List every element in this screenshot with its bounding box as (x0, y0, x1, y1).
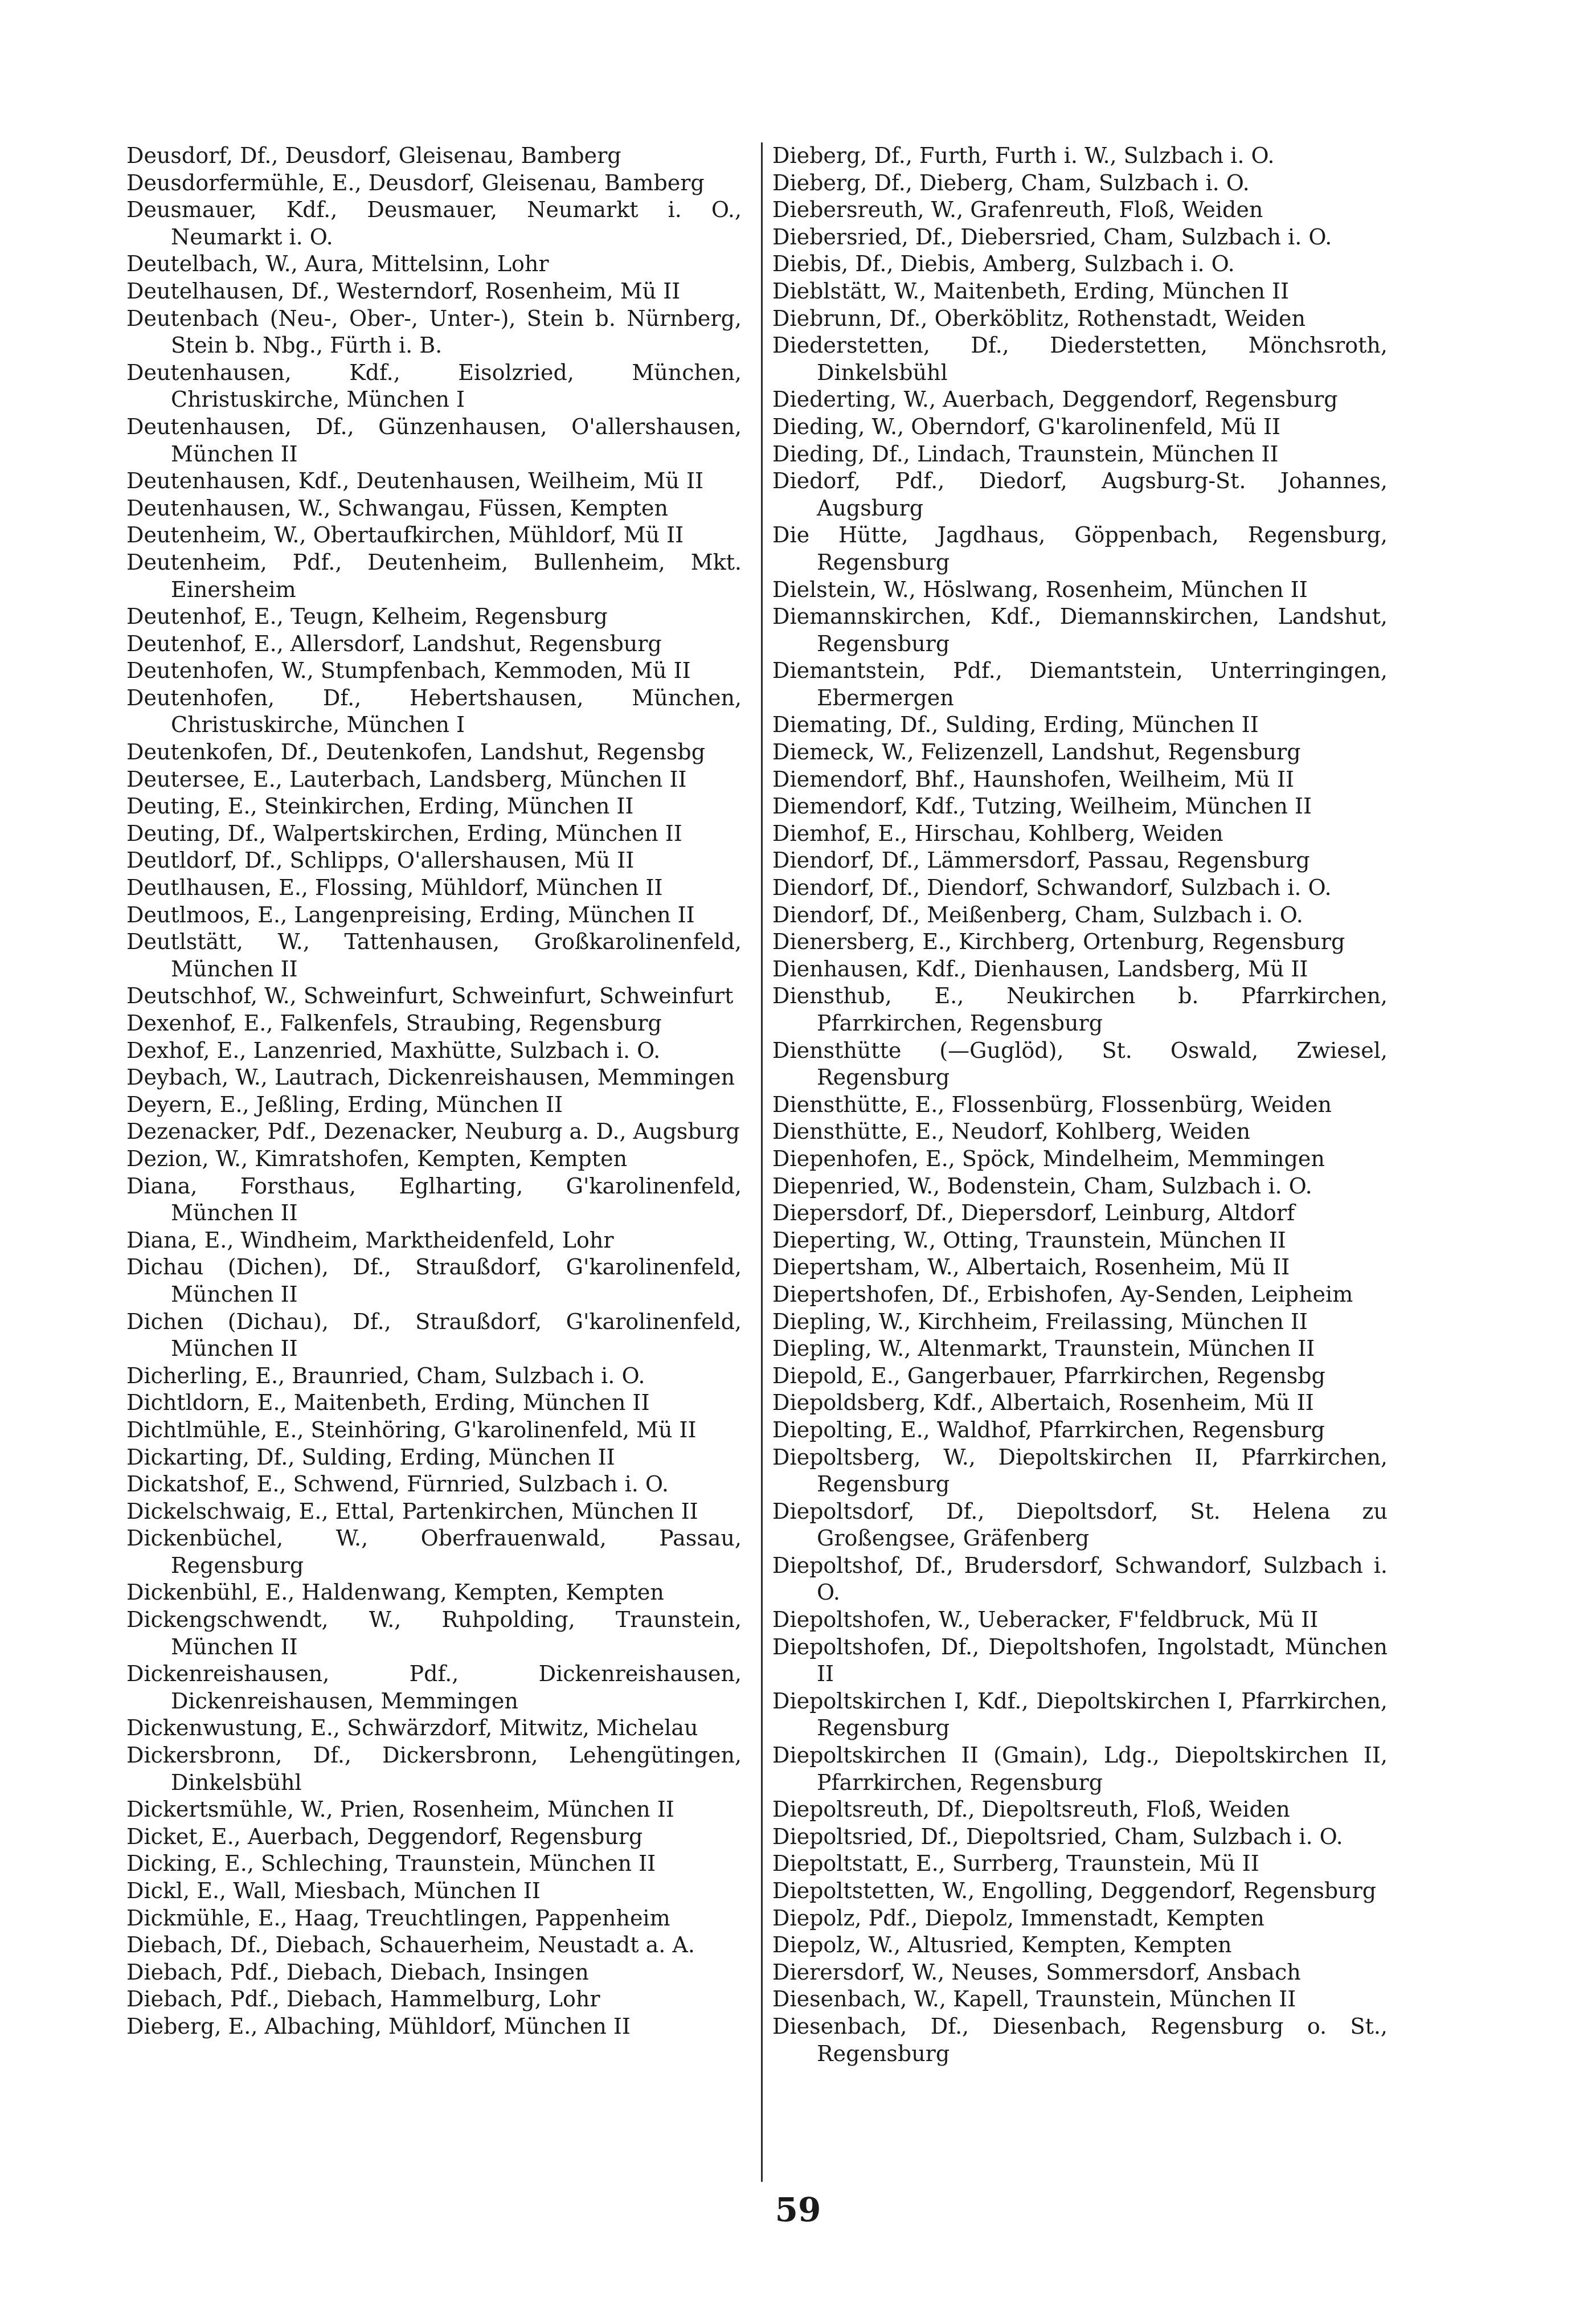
directory-entry: Diederstetten, Df., Diederstetten, Mönchsroth, Dinkelsbühl (772, 333, 1388, 385)
directory-entry: Dieberg, E., Albaching, Mühldorf, München II (126, 2013, 631, 2039)
directory-entry: Diesenbach, Df., Diesenbach, Regensburg o. St., Regensburg (772, 2013, 1388, 2066)
directory-entry: Dieding, W., Oberndorf, G'karolinenfeld, Mü II (772, 414, 1280, 439)
directory-entry: Dieding, Df., Lindach, Traunstein, München II (772, 441, 1279, 467)
directory-entry: Diensthub, E., Neukirchen b. Pfarrkirchen, Pfarrkirchen, Regensburg (772, 983, 1388, 1036)
directory-entry: Deutenhof, E., Teugn, Kelheim, Regensburg (126, 604, 608, 629)
directory-entry: Dickl, E., Wall, Miesbach, München II (126, 1878, 541, 1903)
directory-entry: Diemannskirchen, Kdf., Diemannskirchen, Landshut, Regensburg (772, 604, 1388, 656)
directory-entry: Diepolting, E., Waldhof, Pfarrkirchen, Regensburg (772, 1417, 1325, 1442)
directory-entry: Diensthütte, E., Flossenbürg, Flossenbürg, Weiden (772, 1091, 1332, 1117)
directory-entry: Deutenhausen, Kdf., Eisolzried, München, Christuskirche, München I (126, 359, 742, 412)
directory-entry: Diederting, W., Auerbach, Deggendorf, Regensburg (772, 387, 1338, 412)
directory-entry: Deutenhausen, Kdf., Deutenhausen, Weilheim, Mü II (126, 468, 703, 494)
directory-entry: Diebach, Pdf., Diebach, Hammelburg, Lohr (126, 1986, 600, 2012)
directory-entry: Dickarting, Df., Sulding, Erding, München II (126, 1444, 615, 1470)
directory-entry: Diepoltsried, Df., Diepoltsried, Cham, Sulzbach i. O. (772, 1824, 1343, 1849)
directory-entry: Diedorf, Pdf., Diedorf, Augsburg-St. Johannes, Augsburg (772, 468, 1388, 521)
directory-entry: Dickenwustung, E., Schwärzdorf, Mitwitz, Michelau (126, 1715, 698, 1741)
directory-entry: Dexenhof, E., Falkenfels, Straubing, Regensburg (126, 1011, 662, 1036)
directory-entry: Dickelschwaig, E., Ettal, Partenkirchen, München II (126, 1498, 698, 1524)
directory-entry: Diepoltstatt, E., Surrberg, Traunstein, Mü II (772, 1851, 1259, 1876)
directory-entry: Diepold, E., Gangerbauer, Pfarrkirchen, Regensbg (772, 1363, 1325, 1388)
directory-entry: Deutlhausen, E., Flossing, Mühldorf, München II (126, 875, 663, 901)
directory-entry: Dickertsmühle, W., Prien, Rosenheim, München II (126, 1797, 674, 1822)
directory-entry: Diensthütte, E., Neudorf, Kohlberg, Weiden (772, 1119, 1251, 1144)
right-column (772, 142, 1388, 2067)
directory-entry: Diepertsham, W., Albertaich, Rosenheim, Mü II (772, 1254, 1290, 1280)
directory-entry: Diepenhofen, E., Spöck, Mindelheim, Memmingen (772, 1146, 1325, 1171)
directory-entry: Dexhof, E., Lanzenried, Maxhütte, Sulzbach i. O. (126, 1037, 661, 1063)
directory-entry: Die Hütte, Jagdhaus, Göppenbach, Regensburg, Regensburg (772, 522, 1388, 575)
directory-entry: Deyern, E., Jeßling, Erding, München II (126, 1091, 563, 1117)
directory-entry: Diepoltskirchen I, Kdf., Diepoltskirchen I, Pfarrkirchen, Regensburg (772, 1688, 1388, 1741)
directory-entry: Dichtlmühle, E., Steinhöring, G'karolinenfeld, Mü II (126, 1417, 697, 1442)
directory-entry: Dierersdorf, W., Neuses, Sommersdorf, Ansbach (772, 1959, 1301, 1985)
directory-entry: Diensthütte (—Guglöd), St. Oswald, Zwiesel, Regensburg (772, 1037, 1388, 1090)
directory-entry: Diepertshofen, Df., Erbishofen, Ay-Senden, Leipheim (772, 1281, 1353, 1307)
directory-entry: Diemhof, E., Hirschau, Kohlberg, Weiden (772, 820, 1223, 846)
directory-entry: Diana, E., Windheim, Marktheidenfeld, Lohr (126, 1227, 614, 1253)
directory-entry: Deutschhof, W., Schweinfurt, Schweinfurt, Schweinfurt (126, 983, 734, 1009)
directory-entry: Diebrunn, Df., Oberköblitz, Rothenstadt, Weiden (772, 305, 1306, 331)
directory-entry: Deusmauer, Kdf., Deusmauer, Neumarkt i. O., Neumarkt i. O. (126, 197, 742, 250)
directory-entry: Dicherling, E., Braunried, Cham, Sulzbach i. O. (126, 1363, 645, 1388)
directory-entry: Deutldorf, Df., Schlipps, O'allershausen, Mü II (126, 848, 635, 873)
directory-entry: Dichau (Dichen), Df., Straußdorf, G'karolinenfeld, München II (126, 1254, 742, 1307)
directory-entry: Dickatshof, E., Schwend, Fürnried, Sulzbach i. O. (126, 1471, 669, 1497)
page-number: 59 (775, 2190, 821, 2229)
directory-entry: Diepoltshof, Df., Brudersdorf, Schwandorf, Sulzbach i. O. (772, 1552, 1388, 1605)
directory-entry: Diebersreuth, W., Grafenreuth, Floß, Weiden (772, 197, 1263, 223)
directory-entry: Diebach, Df., Diebach, Schauerheim, Neustadt a. A. (126, 1932, 695, 1958)
directory-entry: Deutlstätt, W., Tattenhausen, Großkarolinenfeld, München II (126, 929, 742, 982)
directory-entry: Diemating, Df., Sulding, Erding, München II (772, 712, 1259, 738)
directory-entry: Deybach, W., Lautrach, Dickenreishausen, Memmingen (126, 1065, 735, 1090)
directory-entry: Deutenbach (Neu-, Ober-, Unter-), Stein b. Nürnberg, Stein b. Nbg., Fürth i. B. (126, 305, 742, 358)
directory-entry: Diemendorf, Kdf., Tutzing, Weilheim, München II (772, 794, 1312, 819)
directory-entry: Dickenreishausen, Pdf., Dickenreishausen, Dickenreishausen, Memmingen (126, 1661, 742, 1714)
directory-entry: Deutelbach, W., Aura, Mittelsinn, Lohr (126, 251, 549, 277)
directory-entry: Diepoltsdorf, Df., Diepoltsdorf, St. Helena zu Großengsee, Gräfenberg (772, 1498, 1388, 1551)
directory-entry: Diepoltstetten, W., Engolling, Deggendorf, Regensburg (772, 1878, 1377, 1903)
directory-entry: Dezenacker, Pdf., Dezenacker, Neuburg a. D., Augsburg (126, 1119, 740, 1144)
directory-entry: Diendorf, Df., Diendorf, Schwandorf, Sulzbach i. O. (772, 875, 1332, 901)
left-column (126, 142, 742, 2041)
directory-entry: Diepersdorf, Df., Diepersdorf, Leinburg, Altdorf (772, 1200, 1295, 1226)
directory-entry: Deusdorfermühle, E., Deusdorf, Gleisenau, Bamberg (126, 170, 705, 195)
directory-entry: Diemeck, W., Felizenzell, Landshut, Regensburg (772, 739, 1301, 765)
directory-entry: Diebersried, Df., Diebersried, Cham, Sulzbach i. O. (772, 224, 1332, 250)
directory-entry: Deutenhofen, W., Stumpfenbach, Kemmoden, Mü II (126, 658, 691, 684)
directory-entry: Diepling, W., Kirchheim, Freilassing, München II (772, 1309, 1308, 1334)
directory-entry: Diendorf, Df., Meißenberg, Cham, Sulzbach i. O. (772, 902, 1303, 927)
directory-entry: Deutlmoos, E., Langenpreising, Erding, München II (126, 902, 695, 927)
directory-entry: Dickmühle, E., Haag, Treuchtlingen, Pappenheim (126, 1905, 670, 1931)
column-divider (761, 142, 763, 2182)
directory-entry: Diepling, W., Altenmarkt, Traunstein, München II (772, 1336, 1315, 1362)
directory-entry: Dienersberg, E., Kirchberg, Ortenburg, Regensburg (772, 929, 1345, 955)
directory-entry: Diendorf, Df., Lämmersdorf, Passau, Regensburg (772, 848, 1310, 873)
directory-entry: Deutersee, E., Lauterbach, Landsberg, München II (126, 766, 687, 792)
directory-entry: Diana, Forsthaus, Eglharting, G'karolinenfeld, München II (126, 1173, 742, 1226)
directory-entry: Deutenheim, Pdf., Deutenheim, Bullenheim, Mkt. Einersheim (126, 549, 742, 602)
directory-entry: Deutenhausen, Df., Günzenhausen, O'allershausen, München II (126, 414, 742, 467)
directory-entry: Dieperting, W., Otting, Traunstein, München II (772, 1227, 1286, 1253)
directory-entry: Diepoltsreuth, Df., Diepoltsreuth, Floß, Weiden (772, 1797, 1290, 1822)
directory-entry: Diepoltshofen, Df., Diepoltshofen, Ingolstadt, München II (772, 1634, 1388, 1687)
directory-entry: Deuting, Df., Walpertskirchen, Erding, München II (126, 820, 682, 846)
directory-entry: Deutenkofen, Df., Deutenkofen, Landshut, Regensbg (126, 739, 706, 765)
directory-entry: Dieberg, Df., Dieberg, Cham, Sulzbach i. O. (772, 170, 1250, 195)
directory-entry: Diepoltsberg, W., Diepoltskirchen II, Pfarrkirchen, Regensburg (772, 1444, 1388, 1497)
directory-entry: Diepolz, Pdf., Diepolz, Immenstadt, Kempten (772, 1905, 1264, 1931)
directory-entry: Dezion, W., Kimratshofen, Kempten, Kempten (126, 1146, 628, 1171)
directory-entry: Deuting, E., Steinkirchen, Erding, München II (126, 794, 634, 819)
directory-entry: Diemantstein, Pdf., Diemantstein, Unterringingen, Ebermergen (772, 658, 1388, 710)
directory-entry: Diebis, Df., Diebis, Amberg, Sulzbach i. O. (772, 251, 1235, 277)
directory-entry: Dicking, E., Schleching, Traunstein, München II (126, 1851, 656, 1876)
directory-entry: Dickengschwendt, W., Ruhpolding, Traunstein, München II (126, 1607, 742, 1659)
directory-entry: Deusdorf, Df., Deusdorf, Gleisenau, Bamberg (126, 143, 621, 168)
directory-entry: Deutenhausen, W., Schwangau, Füssen, Kempten (126, 495, 669, 521)
directory-entry: Dieblstätt, W., Maitenbeth, Erding, München II (772, 278, 1290, 304)
directory-entry: Dielstein, W., Höslwang, Rosenheim, München II (772, 577, 1308, 602)
directory-entry: Diepolz, W., Altusried, Kempten, Kempten (772, 1932, 1232, 1958)
directory-entry: Dichtldorn, E., Maitenbeth, Erding, München II (126, 1390, 650, 1416)
directory-entry: Deutenhof, E., Allersdorf, Landshut, Regensburg (126, 631, 662, 656)
directory-entry: Dicket, E., Auerbach, Deggendorf, Regensburg (126, 1824, 643, 1849)
directory-entry: Diepenried, W., Bodenstein, Cham, Sulzbach i. O. (772, 1173, 1312, 1199)
directory-entry: Dickenbühl, E., Haldenwang, Kempten, Kempten (126, 1580, 664, 1605)
directory-entry: Dickenbüchel, W., Oberfrauenwald, Passau, Regensburg (126, 1526, 742, 1578)
directory-entry: Deutenheim, W., Obertaufkirchen, Mühldorf, Mü II (126, 522, 684, 548)
directory-entry: Diebach, Pdf., Diebach, Diebach, Insingen (126, 1959, 589, 1985)
directory-entry: Dickersbronn, Df., Dickersbronn, Lehengütingen, Dinkelsbühl (126, 1743, 742, 1795)
directory-entry: Diepoldsberg, Kdf., Albertaich, Rosenheim, Mü II (772, 1390, 1314, 1416)
directory-entry: Dienhausen, Kdf., Dienhausen, Landsberg, Mü II (772, 956, 1308, 982)
directory-entry: Dichen (Dichau), Df., Straußdorf, G'karolinenfeld, München II (126, 1309, 742, 1362)
directory-entry: Diesenbach, W., Kapell, Traunstein, München II (772, 1986, 1296, 2012)
directory-entry: Diepoltshofen, W., Ueberacker, F'feldbruck, Mü II (772, 1607, 1319, 1633)
directory-entry: Diemendorf, Bhf., Haunshofen, Weilheim, Mü II (772, 766, 1295, 792)
directory-entry: Dieberg, Df., Furth, Furth i. W., Sulzbach i. O. (772, 143, 1275, 168)
directory-entry: Deutelhausen, Df., Westerndorf, Rosenheim, Mü II (126, 278, 681, 304)
directory-entry: Deutenhofen, Df., Hebertshausen, München, Christuskirche, München I (126, 685, 742, 738)
directory-entry: Diepoltskirchen II (Gmain), Ldg., Diepoltskirchen II, Pfarrkirchen, Regensburg (772, 1743, 1388, 1795)
